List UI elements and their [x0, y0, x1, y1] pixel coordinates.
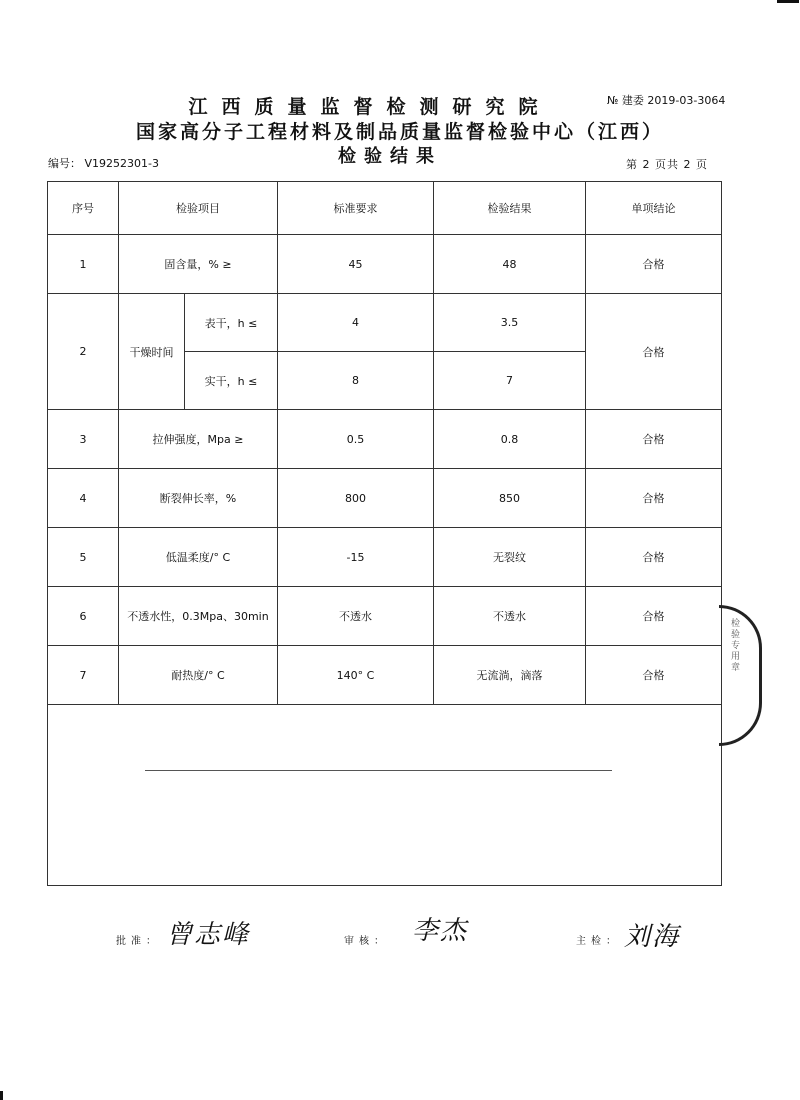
table-row — [48, 587, 722, 646]
row-standard: 45 — [278, 235, 434, 294]
serial-number — [48, 155, 159, 171]
row-result: 48 — [434, 235, 586, 294]
row-standard: -15 — [278, 528, 434, 587]
col-header-standard: 标准要求 — [278, 182, 434, 235]
row-conclusion: 合格 — [586, 528, 722, 587]
row-no: 5 — [48, 528, 119, 587]
table-row — [48, 528, 722, 587]
col-header-conclusion: 单项结论 — [586, 182, 722, 235]
col-header-item: 检验项目 — [119, 182, 278, 235]
table-row — [48, 410, 722, 469]
row-result: 850 — [434, 469, 586, 528]
row-result: 0.8 — [434, 410, 586, 469]
table-header-row — [48, 182, 722, 235]
row-result: 7 — [434, 352, 586, 410]
row-item: 低温柔度/° C — [119, 528, 278, 587]
row-no: 7 — [48, 646, 119, 705]
row-conclusion: 合格 — [586, 410, 722, 469]
scan-edge-mark — [0, 1091, 3, 1100]
approve-signature: 曾志峰 — [166, 920, 251, 950]
inspector-signature: 刘海 — [624, 922, 681, 952]
row-no: 4 — [48, 469, 119, 528]
row-no: 6 — [48, 587, 119, 646]
inspector-label: 主检： — [576, 936, 621, 947]
row-item: 不透水性，0.3Mpa、30min — [119, 587, 278, 646]
row-standard: 800 — [278, 469, 434, 528]
approve-label: 批准： — [116, 936, 161, 947]
page-info: 第 2 页共 2 页 — [626, 158, 708, 171]
row-subitem: 实干，h ≤ — [185, 352, 278, 410]
remarks-area — [47, 704, 722, 886]
table-row — [48, 469, 722, 528]
review-label: 审核： — [344, 936, 389, 947]
row-conclusion: 合格 — [586, 235, 722, 294]
row-standard: 不透水 — [278, 587, 434, 646]
row-standard: 0.5 — [278, 410, 434, 469]
row-item: 固含量，% ≥ — [119, 235, 278, 294]
row-conclusion: 合格 — [586, 294, 722, 410]
row-no: 1 — [48, 235, 119, 294]
row-result: 无流淌，滴落 — [434, 646, 586, 705]
row-item: 耐热度/° C — [119, 646, 278, 705]
row-result: 不透水 — [434, 587, 586, 646]
inspection-seal — [719, 605, 762, 746]
row-conclusion: 合格 — [586, 469, 722, 528]
row-standard: 4 — [278, 294, 434, 352]
row-item: 断裂伸长率，% — [119, 469, 278, 528]
row-standard: 140° C — [278, 646, 434, 705]
results-table — [47, 181, 722, 705]
row-conclusion: 合格 — [586, 587, 722, 646]
seal-text: 检验专用章 — [729, 618, 739, 673]
document-title: 检验结果 — [338, 146, 442, 167]
table-row — [48, 235, 722, 294]
row-no: 3 — [48, 410, 119, 469]
row-subitem: 表干，h ≤ — [185, 294, 278, 352]
row-result: 无裂纹 — [434, 528, 586, 587]
document-number: № 建委 2019-03-3064 — [607, 94, 726, 107]
table-row — [48, 294, 722, 352]
row-item: 干燥时间 — [119, 294, 185, 410]
row-item: 拉伸强度，Mpa ≥ — [119, 410, 278, 469]
col-header-result: 检验结果 — [434, 182, 586, 235]
col-header-no: 序号 — [48, 182, 119, 235]
institute-title: 江西质量监督检测研究院 — [188, 96, 552, 118]
center-title: 国家高分子工程材料及制品质量监督检验中心（江西） — [135, 121, 664, 143]
row-result: 3.5 — [434, 294, 586, 352]
row-standard: 8 — [278, 352, 434, 410]
serial-value: V19252301-3 — [84, 157, 159, 170]
review-signature: 李杰 — [412, 916, 469, 946]
blank-end-line — [145, 770, 612, 771]
scan-corner-mark — [777, 0, 799, 3]
row-no: 2 — [48, 294, 119, 410]
row-conclusion: 合格 — [586, 646, 722, 705]
serial-label: 编号： — [48, 157, 81, 170]
table-row — [48, 646, 722, 705]
